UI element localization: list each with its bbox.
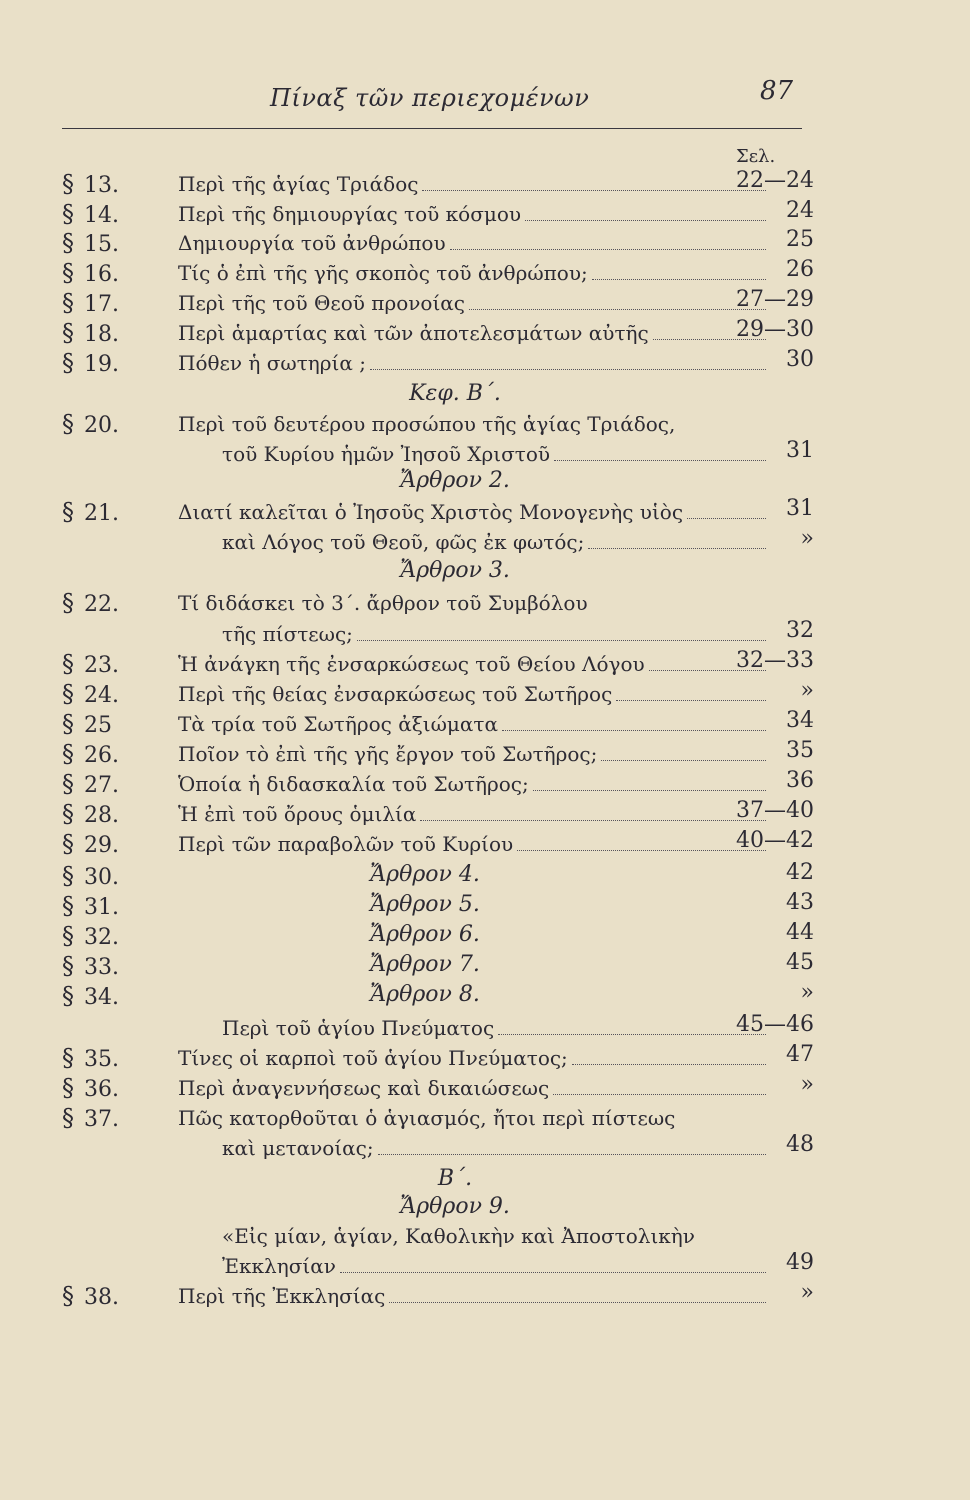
entry-page: 22—24 [736,168,814,193]
section-number [62,289,119,317]
section-mark-icon: § [62,349,74,377]
section-mark-icon: § [62,498,74,526]
entry-title [178,1284,770,1308]
entry-title-text: καὶ Λόγος τοῦ Θεοῦ, φῶς ἐκ φωτός; [222,530,585,554]
heading-text: Κεφ. Β΄. [409,381,501,406]
header-rule [62,128,802,129]
toc-entry [0,406,970,440]
entry-title-text: Ἡ ἐπὶ τοῦ ὄρους ὁμιλία [178,802,417,826]
entry-page: 32 [786,618,814,643]
section-number [62,650,119,678]
entry-page: » [800,980,814,1005]
section-number-text: 15. [84,232,119,257]
toc-entry [0,1218,970,1252]
toc-entry [0,888,970,922]
entry-title-text: Τί διδάσκει τὸ 3΄. ἄρθρον τοῦ Συμβόλου [178,591,588,615]
entry-page: 24 [786,198,814,223]
heading-text: Ἄρθρον 9. [400,1194,510,1219]
section-mark-icon: § [62,1282,74,1310]
section-number-text: 16. [84,262,119,287]
section-heading [0,464,970,498]
section-number-text: 34. [84,985,119,1010]
section-number-text: 25 [84,713,112,738]
toc-entry [0,706,970,740]
section-number-text: 22. [84,592,119,617]
section-number [62,740,119,768]
entry-page: 25 [786,227,814,252]
entry-page: 31 [786,496,814,521]
section-number-text: 35. [84,1047,119,1072]
section-number [62,982,119,1010]
entry-page: 45—46 [736,1012,814,1037]
section-number-text: 13. [84,173,119,198]
section-number [62,952,119,980]
toc-entry [0,225,970,259]
section-number [62,200,119,228]
page-header-title: Πίναξ τῶν περιεχομένων [270,84,590,112]
section-number [62,1044,119,1072]
entry-page: 47 [786,1042,814,1067]
toc-entry [0,826,970,860]
entry-page: 37—40 [736,798,814,823]
section-mark-icon: § [62,1104,74,1132]
section-mark-icon: § [62,740,74,768]
entry-title [178,412,770,436]
toc-entry [0,918,970,952]
toc-entry [0,345,970,379]
heading-text: Ἄρθρον 3. [400,558,510,583]
entry-title [178,742,770,766]
toc-entry [0,1278,970,1312]
entry-title-text: Περὶ τῆς Ἐκκλησίας [178,1284,386,1308]
toc-entry [0,978,970,1012]
entry-title-text: Περὶ ἀναγεννήσεως καὶ δικαιώσεως [178,1076,550,1100]
entry-page: 42 [786,860,814,885]
entry-page: 45 [786,950,814,975]
toc-entry [0,166,970,200]
entry-title [178,682,770,706]
entry-title-text: Τὰ τρία τοῦ Σωτῆρος ἀξιώματα [178,712,498,736]
section-number [62,410,119,438]
section-number [62,349,119,377]
section-heading [0,554,970,588]
entry-page: » [800,1280,814,1305]
entry-page: 30 [786,347,814,372]
section-mark-icon: § [62,289,74,317]
entry-title [178,500,770,524]
entry-page: » [800,678,814,703]
section-number [62,862,119,890]
section-number [62,800,119,828]
section-number [62,1074,119,1102]
section-mark-icon: § [62,830,74,858]
entry-title-text: Περὶ τῆς θείας ἐνσαρκώσεως τοῦ Σωτῆρος [178,682,613,706]
entry-title [178,652,770,676]
entry-title [178,772,770,796]
entry-page: 35 [786,738,814,763]
toc-entry [0,1130,970,1164]
entry-title-text: Περὶ τῶν παραβολῶν τοῦ Κυρίου [178,832,514,856]
entry-title [222,530,770,554]
section-number [62,170,119,198]
section-number [62,1104,119,1132]
entry-title [178,172,770,196]
section-mark-icon: § [62,170,74,198]
section-mark-icon: § [62,410,74,438]
toc-entry [0,736,970,770]
entry-title [222,1016,770,1040]
toc-entry [0,1010,970,1044]
entry-title [178,591,770,615]
entry-page: 31 [786,438,814,463]
toc-entry [0,676,970,710]
heading-text: Β΄. [437,1166,473,1191]
entry-title-text: Περὶ τῆς δημιουργίας τοῦ κόσμου [178,202,522,226]
section-number [62,1282,119,1310]
toc-entry [0,948,970,982]
toc-entry [0,585,970,619]
section-number-text: 32. [84,925,119,950]
entry-title [178,291,770,315]
section-number-text: 21. [84,501,119,526]
section-mark-icon: § [62,229,74,257]
entry-title [178,1046,770,1070]
entry-page: 49 [786,1250,814,1275]
entry-title-text: Περὶ ἁμαρτίας καὶ τῶν ἀποτελεσμάτων αὐτῆς [178,321,649,345]
section-number-text: 24. [84,683,119,708]
entry-title-text: Πῶς κατορθοῦται ὁ ἁγιασμός, ἤτοι περὶ πίστεως [178,1106,676,1130]
section-number-text: 31. [84,895,119,920]
toc-entry [0,766,970,800]
article-title: Ἄρθρον 5. [370,892,480,917]
entry-title-text: τῆς πίστεως; [222,622,353,646]
page-number: 87 [760,76,794,106]
section-mark-icon: § [62,1044,74,1072]
toc-entry [0,1248,970,1282]
entry-title-text: «Εἰς μίαν, ἁγίαν, Καθολικὴν καὶ Ἀποστολικὴν [222,1224,695,1248]
entry-page: 27—29 [736,287,814,312]
section-mark-icon: § [62,800,74,828]
section-mark-icon: § [62,922,74,950]
entry-title [222,442,770,466]
entry-title [178,202,770,226]
section-number-text: 20. [84,413,119,438]
section-number-text: 33. [84,955,119,980]
entry-title [178,712,770,736]
section-mark-icon: § [62,319,74,347]
entry-title-text: Περὶ τοῦ δευτέρου προσώπου τῆς ἁγίας Τριάδος, [178,412,676,436]
section-number [62,498,119,526]
toc-entry [0,646,970,680]
entry-title [178,321,770,345]
entry-title-text: Περὶ τῆς ἁγίας Τριάδος [178,172,419,196]
section-number-text: 14. [84,203,119,228]
entry-page: 29—30 [736,317,814,342]
section-mark-icon: § [62,1074,74,1102]
entry-title-text: καὶ μετανοίας; [222,1136,374,1160]
entry-title [178,832,770,856]
section-number-text: 26. [84,743,119,768]
entry-page: 48 [786,1132,814,1157]
entry-page: 32—33 [736,648,814,673]
section-number-text: 27. [84,773,119,798]
entry-title [178,351,770,375]
entry-title-text: Περὶ τῆς τοῦ Θεοῦ προνοίας [178,291,465,315]
section-number [62,892,119,920]
article-title: Ἄρθρον 6. [370,922,480,947]
entry-title [222,1254,770,1278]
entry-title [178,261,770,285]
entry-title [178,1076,770,1100]
entry-title-text: Περὶ τοῦ ἁγίου Πνεύματος [222,1016,495,1040]
section-number [62,770,119,798]
toc-entry [0,524,970,558]
toc-entry [0,255,970,289]
entry-title-text: Διατί καλεῖται ὁ Ἰησοῦς Χριστὸς Μονογενὴς υἱὸς [178,500,684,524]
entry-page: 26 [786,257,814,282]
entry-title [222,1224,770,1248]
toc-entry [0,494,970,528]
section-number-text: 19. [84,352,119,377]
section-mark-icon: § [62,710,74,738]
entry-page: » [800,526,814,551]
entry-page: 36 [786,768,814,793]
section-mark-icon: § [62,589,74,617]
section-mark-icon: § [62,680,74,708]
section-number-text: 38. [84,1285,119,1310]
entry-title-text: Ἐκκλησίαν [222,1254,336,1278]
section-mark-icon: § [62,650,74,678]
section-number-text: 37. [84,1107,119,1132]
entry-title-text: Δημιουργία τοῦ ἀνθρώπου [178,231,446,255]
section-number [62,922,119,950]
section-number-text: 18. [84,322,119,347]
entry-title-text: τοῦ Κυρίου ἡμῶν Ἰησοῦ Χριστοῦ [222,442,551,466]
section-mark-icon: § [62,982,74,1010]
entry-page: » [800,1072,814,1097]
entry-title [222,1136,770,1160]
section-number [62,680,119,708]
entry-title-text: Πόθεν ἡ σωτηρία ; [178,351,366,375]
section-number-text: 29. [84,833,119,858]
entry-title-text: Τίς ὁ ἐπὶ τῆς γῆς σκοπὸς τοῦ ἀνθρώπου; [178,261,588,285]
section-mark-icon: § [62,259,74,287]
section-mark-icon: § [62,862,74,890]
entry-title-text: Ἡ ἀνάγκη τῆς ἐνσαρκώσεως τοῦ Θείου Λόγου [178,652,645,676]
toc-entry [0,285,970,319]
section-number [62,830,119,858]
section-number [62,319,119,347]
entry-title-text: Τίνες οἱ καρποὶ τοῦ ἁγίου Πνεύματος; [178,1046,568,1070]
entry-page: 43 [786,890,814,915]
section-mark-icon: § [62,952,74,980]
section-number [62,589,119,617]
entry-page: 34 [786,708,814,733]
toc-entry [0,858,970,892]
heading-text: Ἄρθρον 2. [400,468,510,493]
section-number-text: 36. [84,1077,119,1102]
toc-entry [0,1100,970,1134]
section-number [62,259,119,287]
section-mark-icon: § [62,770,74,798]
entry-page: 40—42 [736,828,814,853]
toc-entry [0,616,970,650]
entry-title [178,231,770,255]
article-title: Ἄρθρον 4. [370,862,480,887]
section-number-text: 28. [84,803,119,828]
section-number-text: 23. [84,653,119,678]
section-number-text: 30. [84,865,119,890]
section-number [62,710,112,738]
entry-title-text: Ποῖον τὸ ἐπὶ τῆς γῆς ἔργον τοῦ Σωτῆρος; [178,742,598,766]
entry-page: 44 [786,920,814,945]
entry-title [222,622,770,646]
article-title: Ἄρθρον 7. [370,952,480,977]
section-number-text: 17. [84,292,119,317]
section-mark-icon: § [62,892,74,920]
entry-title [178,1106,770,1130]
section-number [62,229,119,257]
page-column-label: Σελ. [736,146,776,167]
entry-title-text: Ὁποία ἡ διδασκαλία τοῦ Σωτῆρος; [178,772,529,796]
toc-entry [0,796,970,830]
section-mark-icon: § [62,200,74,228]
entry-title [178,802,770,826]
toc-entry [0,1040,970,1074]
toc-entry [0,315,970,349]
toc-entry [0,1070,970,1104]
article-title: Ἄρθρον 8. [370,982,480,1007]
